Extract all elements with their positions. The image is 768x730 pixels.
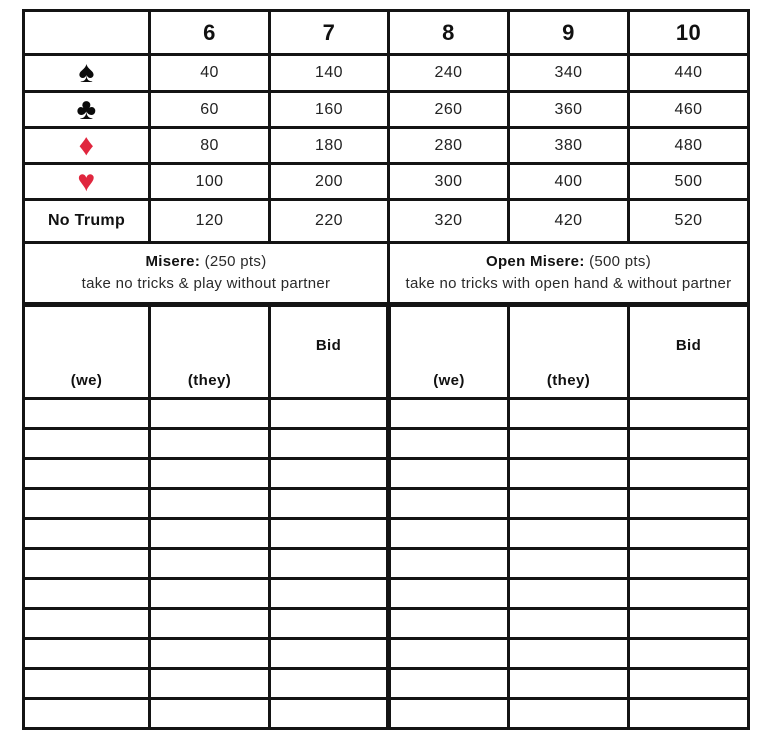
- score-cell: [150, 489, 270, 519]
- score-cell: [270, 399, 389, 429]
- points-cell: 360: [509, 92, 629, 128]
- score-cell: [270, 669, 389, 699]
- score-cell: [389, 669, 509, 699]
- score-cell: [24, 459, 150, 489]
- points-cell: 160: [270, 92, 389, 128]
- left-we-header: (we): [24, 305, 150, 399]
- score-row: [24, 699, 749, 729]
- points-cell: 100: [150, 164, 270, 200]
- score-cell: [24, 399, 150, 429]
- no-trump-label: No Trump: [47, 212, 126, 229]
- score-cell: [629, 489, 749, 519]
- points-cell: 480: [629, 128, 749, 164]
- score-row: [24, 639, 749, 669]
- points-cell: 440: [629, 55, 749, 92]
- score-cell: [24, 429, 150, 459]
- score-cell: [629, 639, 749, 669]
- points-cell: 240: [389, 55, 509, 92]
- hearts-row: [24, 164, 749, 200]
- score-row: [24, 399, 749, 429]
- score-cell: [270, 519, 389, 549]
- score-cell: [629, 459, 749, 489]
- points-cell: 40: [150, 55, 270, 92]
- bid-level-10: 10: [629, 11, 749, 55]
- bid-points-table: [22, 9, 750, 305]
- score-cell: [150, 609, 270, 639]
- points-cell: 120: [150, 200, 270, 243]
- points-cell: 460: [629, 92, 749, 128]
- score-cell: [509, 699, 629, 729]
- score-cell: [509, 459, 629, 489]
- score-cell: [629, 519, 749, 549]
- score-cell: [24, 699, 150, 729]
- points-cell: 60: [150, 92, 270, 128]
- right-they-header: (they): [509, 305, 629, 399]
- score-cell: [150, 549, 270, 579]
- points-cell: 380: [509, 128, 629, 164]
- score-cell: [509, 609, 629, 639]
- score-cell: [270, 489, 389, 519]
- spades-row: [24, 55, 749, 92]
- score-cell: [150, 669, 270, 699]
- right-bid-header: Bid: [629, 305, 749, 399]
- score-row: [24, 579, 749, 609]
- score-row: [24, 429, 749, 459]
- open-misere-title: Open Misere:: [486, 253, 585, 271]
- points-cell: 400: [509, 164, 629, 200]
- score-cell: [270, 639, 389, 669]
- points-cell: 80: [150, 128, 270, 164]
- score-cell: [509, 489, 629, 519]
- left-bid-header: Bid: [270, 305, 389, 399]
- left-they-header: (they): [150, 305, 270, 399]
- open-misere-points: (500 pts): [589, 253, 651, 271]
- score-row: [24, 459, 749, 489]
- score-cell: [389, 549, 509, 579]
- score-cell: [150, 459, 270, 489]
- score-cell: [270, 579, 389, 609]
- score-cell: [150, 639, 270, 669]
- score-cell: [389, 399, 509, 429]
- score-cell: [629, 429, 749, 459]
- score-cell: [389, 459, 509, 489]
- points-cell: 180: [270, 128, 389, 164]
- score-grid: [22, 302, 750, 730]
- score-cell: [629, 399, 749, 429]
- score-cell: [389, 519, 509, 549]
- corner-cell: [24, 11, 150, 55]
- diamond-icon: ♦: [78, 128, 95, 162]
- points-cell: 200: [270, 164, 389, 200]
- score-cell: [270, 459, 389, 489]
- score-cell: [629, 579, 749, 609]
- clubs-row: [24, 92, 749, 128]
- score-cell: [24, 579, 150, 609]
- score-row: [24, 669, 749, 699]
- bid-level-6: 6: [150, 11, 270, 55]
- score-row: [24, 519, 749, 549]
- points-cell: 520: [629, 200, 749, 243]
- score-cell: [150, 699, 270, 729]
- bid-level-8: 8: [389, 11, 509, 55]
- spade-icon: ♠: [78, 56, 95, 89]
- misere-description: take no tricks & play without partner: [81, 275, 331, 292]
- score-cell: [509, 669, 629, 699]
- score-cell: [629, 549, 749, 579]
- score-cell: [270, 699, 389, 729]
- points-cell: 260: [389, 92, 509, 128]
- score-cell: [509, 579, 629, 609]
- score-cell: [270, 429, 389, 459]
- score-cell: [629, 699, 749, 729]
- heart-icon: ♥: [77, 164, 96, 198]
- score-cell: [270, 549, 389, 579]
- open-misere-description: take no tricks with open hand & without partner: [405, 275, 732, 292]
- score-cell: [150, 519, 270, 549]
- score-cell: [24, 519, 150, 549]
- points-cell: 320: [389, 200, 509, 243]
- points-cell: 420: [509, 200, 629, 243]
- score-row: [24, 609, 749, 639]
- points-cell: 340: [509, 55, 629, 92]
- points-cell: 140: [270, 55, 389, 92]
- score-cell: [389, 579, 509, 609]
- misere-points: (250 pts): [204, 253, 267, 271]
- score-cell: [389, 699, 509, 729]
- score-cell: [24, 549, 150, 579]
- score-row: [24, 549, 749, 579]
- right-we-header: (we): [389, 305, 509, 399]
- score-cell: [389, 639, 509, 669]
- score-row: [24, 489, 749, 519]
- score-cell: [389, 609, 509, 639]
- score-cell: [150, 579, 270, 609]
- diamonds-row: [24, 128, 749, 164]
- score-cell: [509, 399, 629, 429]
- score-cell: [24, 489, 150, 519]
- score-cell: [24, 609, 150, 639]
- score-cell: [629, 609, 749, 639]
- score-cell: [389, 489, 509, 519]
- score-cell: [24, 669, 150, 699]
- points-cell: 500: [629, 164, 749, 200]
- points-cell: 300: [389, 164, 509, 200]
- score-cell: [270, 609, 389, 639]
- score-cell: [509, 639, 629, 669]
- score-cell: [24, 639, 150, 669]
- score-cell: [509, 429, 629, 459]
- score-cell: [629, 669, 749, 699]
- club-icon: ♣: [76, 92, 97, 126]
- misere-cell: [24, 243, 389, 304]
- score-cell: [509, 519, 629, 549]
- misere-title: Misere:: [145, 253, 201, 271]
- score-cell: [389, 429, 509, 459]
- misere-row: [24, 243, 749, 304]
- points-cell: 220: [270, 200, 389, 243]
- open-misere-cell: [389, 243, 749, 304]
- score-cell: [150, 399, 270, 429]
- bid-level-9: 9: [509, 11, 629, 55]
- points-cell: 280: [389, 128, 509, 164]
- no-trump-row: [24, 200, 749, 243]
- bid-level-7: 7: [270, 11, 389, 55]
- score-cell: [509, 549, 629, 579]
- score-cell: [150, 429, 270, 459]
